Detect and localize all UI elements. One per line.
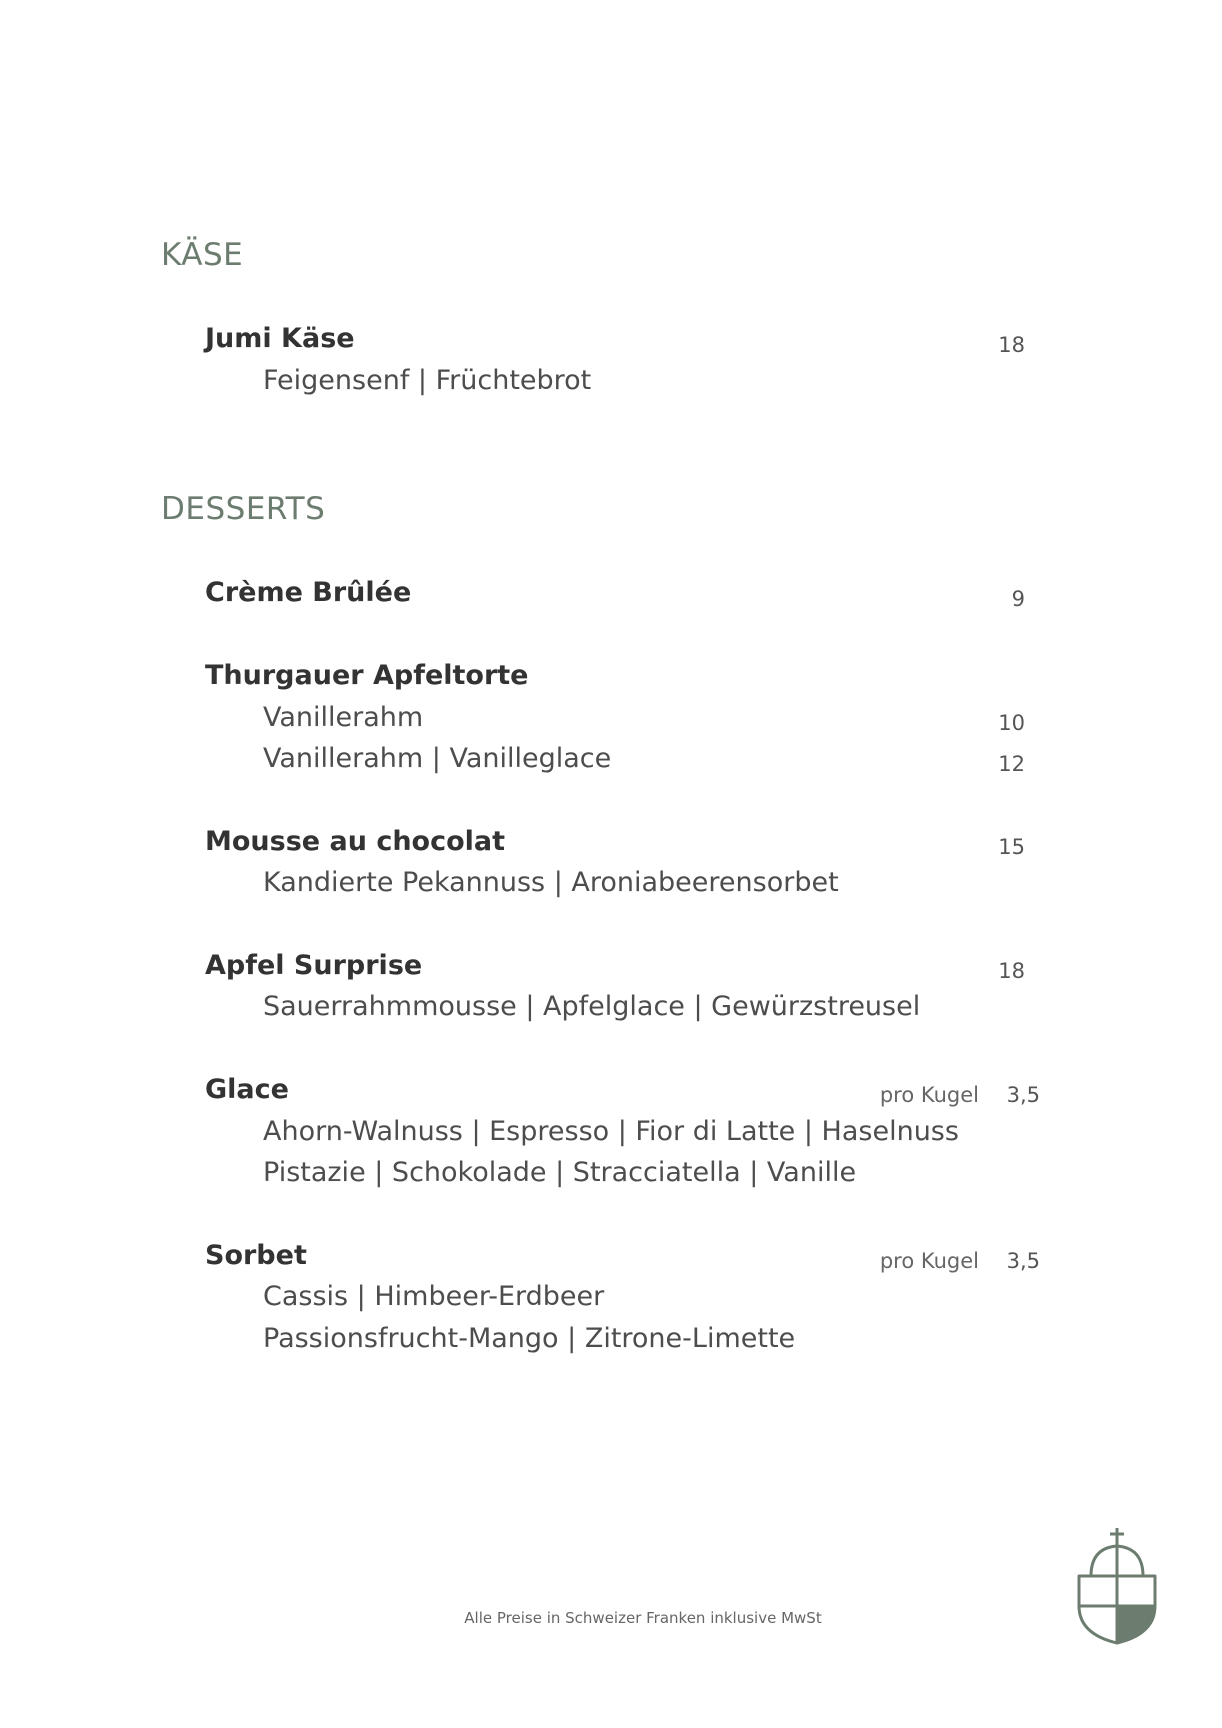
item-unit-sorbet: pro Kugel	[879, 1249, 979, 1273]
item-name-mousse: Mousse au chocolat	[205, 826, 506, 857]
item-price-apfeltorte-1: 10	[998, 711, 1025, 735]
item-price-creme-brulee: 9	[1011, 587, 1025, 611]
item-description-jumi-kaese: Feigensenf | Früchtebrot	[263, 365, 592, 396]
item-price-apfeltorte-2: 12	[998, 752, 1025, 776]
item-name-apfeltorte: Thurgauer Apfeltorte	[205, 660, 529, 691]
item-option-apfeltorte-1: Vanillerahm	[263, 702, 424, 733]
item-name-sorbet: Sorbet	[205, 1240, 307, 1271]
item-unit-glace: pro Kugel	[879, 1083, 979, 1107]
item-price-sorbet: 3,5	[1006, 1249, 1040, 1273]
footer-price-note: Alle Preise in Schweizer Franken inklusive MwSt	[464, 1609, 822, 1627]
item-flavors-sorbet-1: Cassis | Himbeer-Erdbeer	[263, 1281, 605, 1312]
item-name-creme-brulee: Crème Brûlée	[205, 577, 412, 608]
item-description-mousse: Kandierte Pekannuss | Aroniabeerensorbet	[263, 867, 839, 898]
item-name-apfel-surprise: Apfel Surprise	[205, 950, 423, 981]
section-title-kaese: KÄSE	[161, 237, 244, 273]
item-name-glace: Glace	[205, 1074, 289, 1105]
item-price-apfel-surprise: 18	[998, 959, 1025, 983]
item-option-apfeltorte-2: Vanillerahm | Vanilleglace	[263, 743, 612, 774]
item-price-jumi-kaese: 18	[998, 333, 1025, 357]
item-flavors-glace-1: Ahorn-Walnuss | Espresso | Fior di Latte | Haselnuss	[263, 1116, 959, 1147]
section-title-desserts: DESSERTS	[161, 491, 326, 527]
item-name-jumi-kaese: Jumi Käse	[205, 323, 355, 354]
church-shield-logo-icon	[1075, 1526, 1159, 1646]
item-flavors-glace-2: Pistazie | Schokolade | Stracciatella | Vanille	[263, 1157, 857, 1188]
item-price-glace: 3,5	[1006, 1083, 1040, 1107]
item-price-mousse: 15	[998, 835, 1025, 859]
item-flavors-sorbet-2: Passionsfrucht-Mango | Zitrone-Limette	[263, 1323, 796, 1354]
item-description-apfel-surprise: Sauerrahmmousse | Apfelglace | Gewürzstreusel	[263, 991, 921, 1022]
